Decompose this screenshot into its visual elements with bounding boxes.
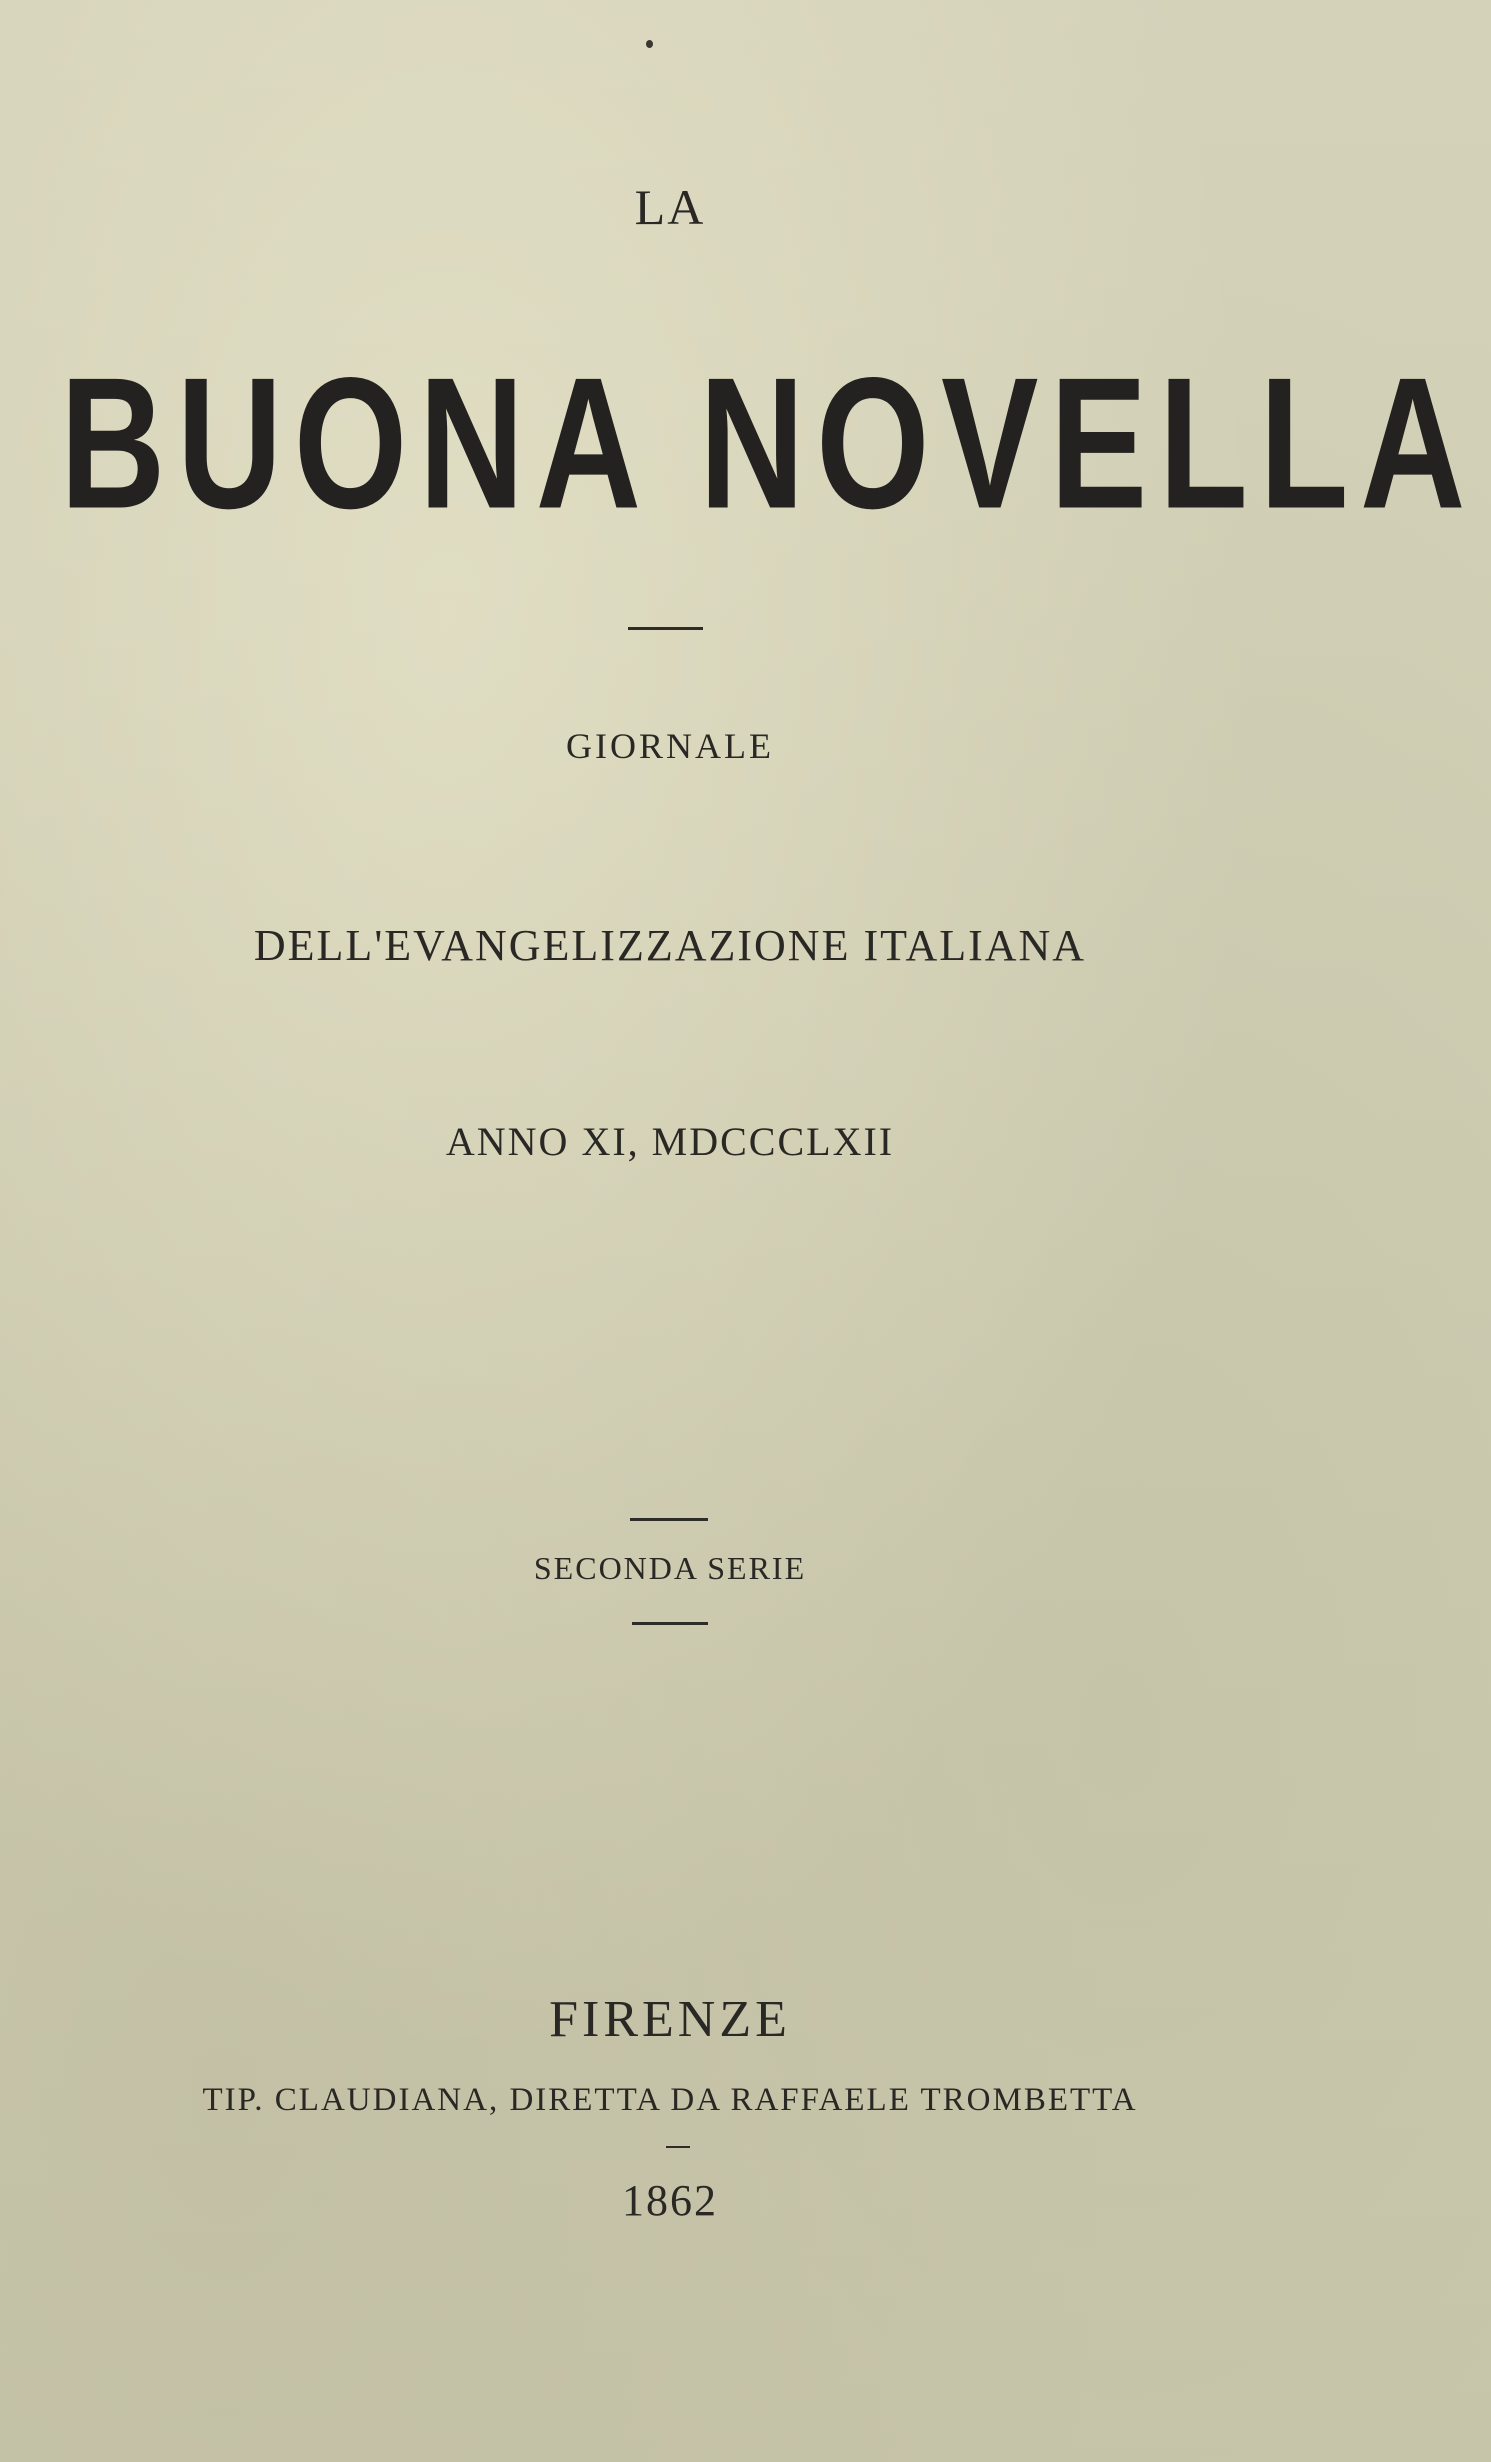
- ink-speck: [646, 40, 653, 48]
- divider-rule: [632, 1622, 708, 1625]
- publication-city: FIRENZE: [549, 1991, 791, 2048]
- printer-line: TIP. CLAUDIANA, DIRETTA DA RAFFAELE TROMBETTA: [202, 2082, 1138, 2118]
- publication-kind: GIORNALE: [566, 726, 774, 766]
- divider-rule: [630, 1518, 708, 1521]
- publication-subtitle: DELL'EVANGELIZZAZIONE ITALIANA: [253, 921, 1087, 970]
- divider-rule: [666, 2146, 690, 2148]
- publication-year: 1862: [622, 2176, 718, 2225]
- series-label: SECONDA SERIE: [533, 1550, 807, 1586]
- main-title: BUONA NOVELLA: [60, 338, 1477, 548]
- title-article: LA: [634, 179, 706, 235]
- divider-rule: [628, 627, 703, 630]
- volume-year: ANNO XI, MDCCCLXII: [445, 1119, 895, 1164]
